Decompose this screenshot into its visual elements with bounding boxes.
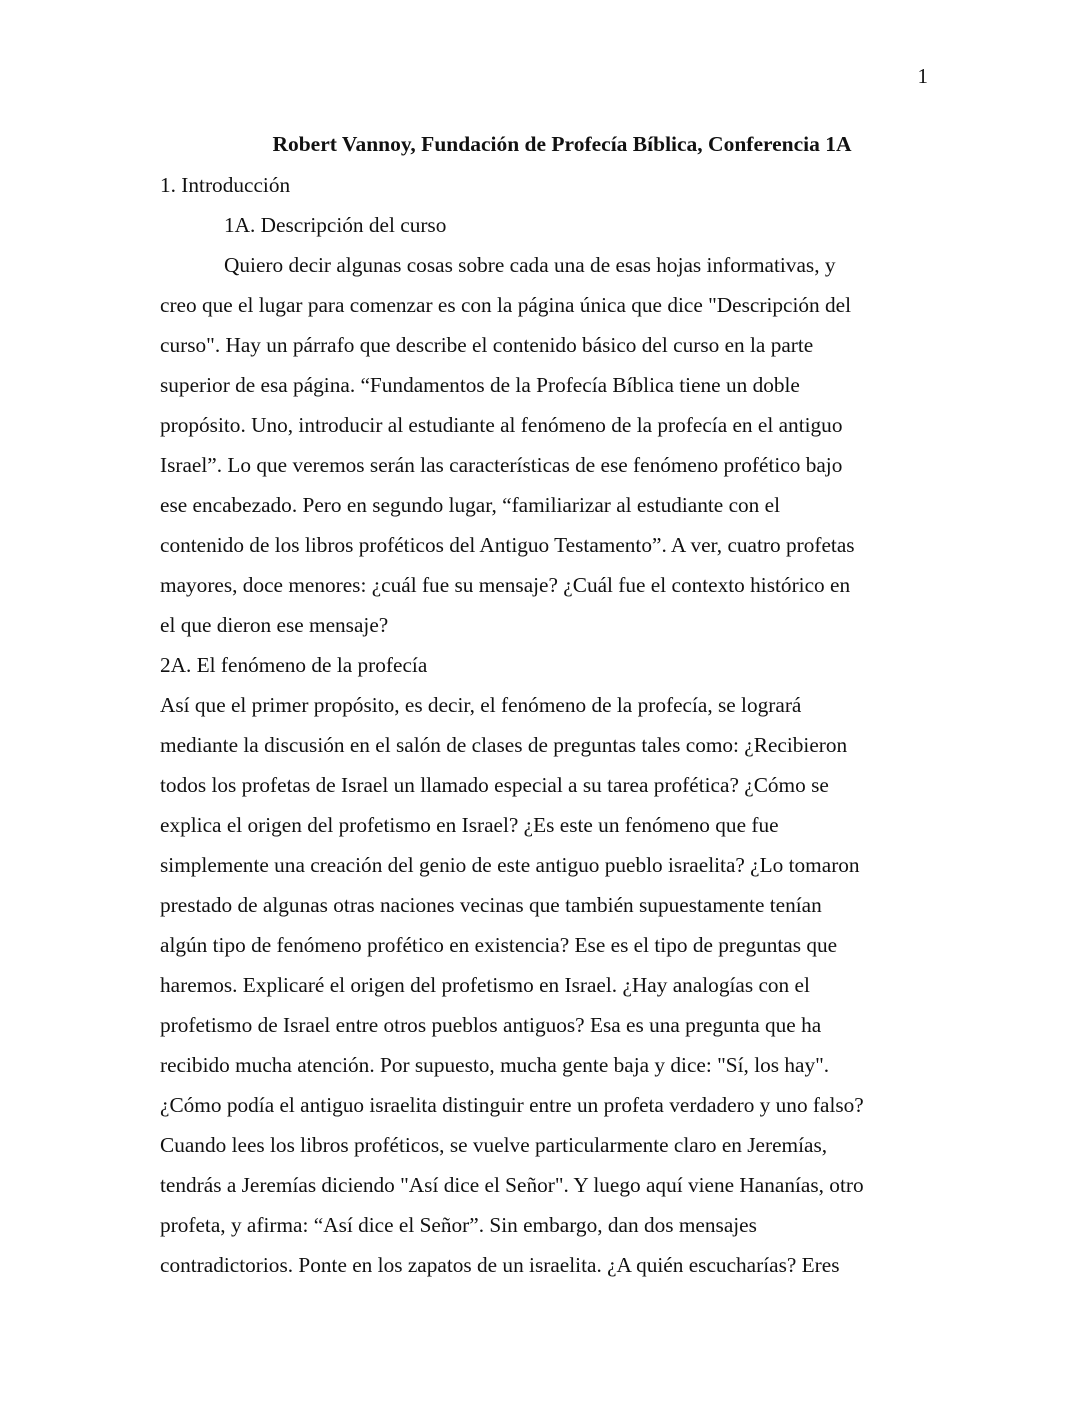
paragraph-line: contenido de los libros proféticos del Antiguo Testamento”. A ver, cuatro profetas [160,533,855,557]
paragraph-line: ¿Cómo podía el antiguo israelita distinguir entre un profeta verdadero y uno falso? [160,1093,864,1117]
paragraph-line: Israel”. Lo que veremos serán las características de ese fenómeno profético bajo [160,453,843,477]
subheading-fenomeno-profecia: 2A. El fenómeno de la profecía [160,653,428,677]
paragraph-line: Cuando lees los libros proféticos, se vuelve particularmente claro en Jeremías, [160,1133,828,1157]
paragraph-line: simplemente una creación del genio de este antiguo pueblo israelita? ¿Lo tomaron [160,853,860,877]
paragraph-line: mediante la discusión en el salón de clases de preguntas tales como: ¿Recibieron [160,733,848,757]
heading-introduccion: 1. Introducción [160,173,291,197]
paragraph-line: contradictorios. Ponte en los zapatos de un israelita. ¿A quién escucharías? Eres [160,1253,840,1277]
paragraph-line: creo que el lugar para comenzar es con la página única que dice "Descripción del [160,293,852,317]
document-body [160,165,940,1285]
subheading-descripcion-curso: 1A. Descripción del curso [224,213,447,237]
document-title: Robert Vannoy, Fundación de Profecía Bíblica, Conferencia 1A [272,132,852,156]
paragraph-line: Así que el primer propósito, es decir, el fenómeno de la profecía, se logrará [160,693,802,717]
paragraph-line: profeta, y afirma: “Así dice el Señor”. Sin embargo, dan dos mensajes [160,1213,757,1237]
paragraph-line: ese encabezado. Pero en segundo lugar, “familiarizar al estudiante con el [160,493,781,517]
paragraph-line: tendrás a Jeremías diciendo "Así dice el Señor". Y luego aquí viene Hananías, otro [160,1173,864,1197]
paragraph-line: mayores, doce menores: ¿cuál fue su mensaje? ¿Cuál fue el contexto histórico en [160,573,851,597]
paragraph-line: recibido mucha atención. Por supuesto, mucha gente baja y dice: "Sí, los hay". [160,1053,830,1077]
paragraph-line: superior de esa página. “Fundamentos de la Profecía Bíblica tiene un doble [160,373,800,397]
paragraph-line: curso". Hay un párrafo que describe el contenido básico del curso en la parte [160,333,814,357]
paragraph-line: algún tipo de fenómeno profético en existencia? Ese es el tipo de preguntas que [160,933,838,957]
page-number: 1 [917,64,928,88]
paragraph-line: propósito. Uno, introducir al estudiante al fenómeno de la profecía en el antiguo [160,413,843,437]
paragraph-line: profetismo de Israel entre otros pueblos antiguos? Esa es una pregunta que ha [160,1013,822,1037]
paragraph-line: Quiero decir algunas cosas sobre cada una de esas hojas informativas, y [224,253,836,277]
paragraph-line: haremos. Explicaré el origen del profetismo en Israel. ¿Hay analogías con el [160,973,810,997]
paragraph-line: todos los profetas de Israel un llamado especial a su tarea profética? ¿Cómo se [160,773,829,797]
paragraph-line: prestado de algunas otras naciones vecinas que también supuestamente tenían [160,893,822,917]
paragraph-line: el que dieron ese mensaje? [160,613,389,637]
paragraph-line: explica el origen del profetismo en Israel? ¿Es este un fenómeno que fue [160,813,779,837]
